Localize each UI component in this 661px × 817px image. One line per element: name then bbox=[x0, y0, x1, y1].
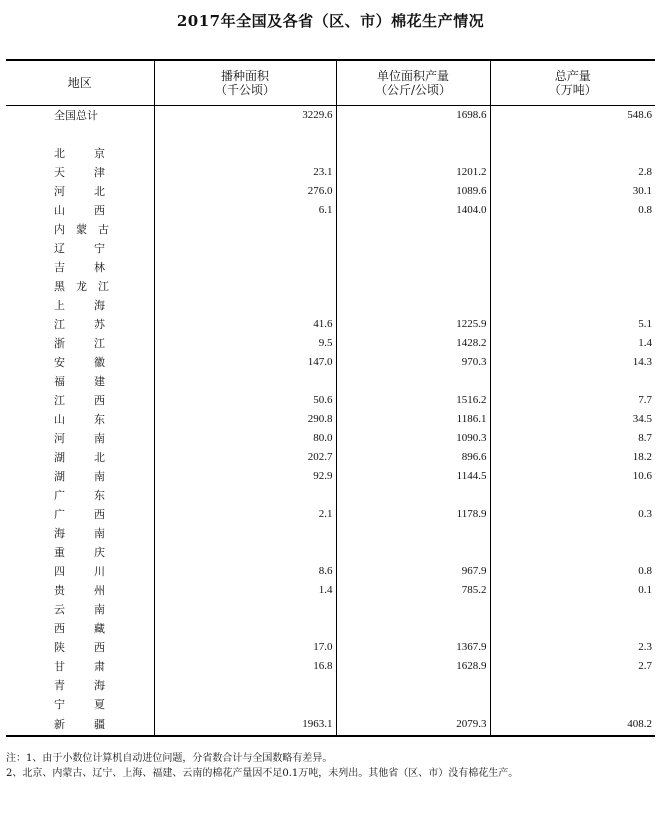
output-cell bbox=[490, 543, 655, 562]
region-name: 河南 bbox=[54, 431, 106, 445]
output-cell: 2.8 bbox=[490, 163, 655, 182]
yield-cell bbox=[336, 372, 490, 391]
region-cell bbox=[6, 581, 154, 600]
table-row bbox=[6, 220, 655, 239]
region-cell bbox=[6, 296, 154, 315]
sown-area-cell: 41.6 bbox=[154, 315, 336, 334]
region-cell bbox=[6, 144, 154, 163]
region-cell bbox=[6, 353, 154, 372]
yield-cell: 1201.2 bbox=[336, 163, 490, 182]
region-name: 福建 bbox=[54, 374, 106, 388]
output-cell bbox=[490, 296, 655, 315]
region-cell bbox=[6, 391, 154, 410]
sown-area-cell: 3229.6 bbox=[154, 105, 336, 125]
output-cell bbox=[490, 524, 655, 543]
region-name: 新疆 bbox=[54, 717, 106, 731]
table-row bbox=[6, 277, 655, 296]
region-name: 天津 bbox=[54, 165, 106, 179]
region-name: 浙江 bbox=[54, 336, 106, 350]
region-name: 陕西 bbox=[54, 640, 106, 654]
output-cell: 408.2 bbox=[490, 714, 655, 736]
output-cell: 0.1 bbox=[490, 581, 655, 600]
sown-area-cell: 17.0 bbox=[154, 638, 336, 657]
region-name: 内蒙古 bbox=[54, 222, 110, 236]
region-cell bbox=[6, 277, 154, 296]
region-cell bbox=[6, 372, 154, 391]
region-name: 西藏 bbox=[54, 621, 106, 635]
footnote-2: 2、北京、内蒙古、辽宁、上海、福建、云南的棉花产量因不足0.1万吨，未列出。其他省（区、市）没有棉花生产。 bbox=[6, 768, 519, 779]
region-cell bbox=[6, 619, 154, 638]
table-row bbox=[6, 125, 655, 144]
table-row bbox=[6, 105, 655, 125]
yield-cell: 1144.5 bbox=[336, 467, 490, 486]
region-cell bbox=[6, 657, 154, 676]
table-row bbox=[6, 315, 655, 334]
yield-cell: 785.2 bbox=[336, 581, 490, 600]
sown-area-cell: 80.0 bbox=[154, 429, 336, 448]
region-name: 山东 bbox=[54, 412, 106, 426]
yield-cell bbox=[336, 486, 490, 505]
output-cell: 8.7 bbox=[490, 429, 655, 448]
region-name: 上海 bbox=[54, 298, 106, 312]
table-row bbox=[6, 638, 655, 657]
yield-cell bbox=[336, 600, 490, 619]
header-total-output bbox=[490, 60, 655, 105]
sown-area-cell bbox=[154, 296, 336, 315]
yield-cell: 1404.0 bbox=[336, 201, 490, 220]
region-cell bbox=[6, 163, 154, 182]
table-row bbox=[6, 239, 655, 258]
yield-cell bbox=[336, 277, 490, 296]
table-row bbox=[6, 657, 655, 676]
region-cell bbox=[6, 695, 154, 714]
table-row bbox=[6, 505, 655, 524]
output-cell bbox=[490, 239, 655, 258]
yield-cell bbox=[336, 220, 490, 239]
region-name: 四川 bbox=[54, 564, 106, 578]
region-name: 宁夏 bbox=[54, 697, 106, 711]
region-name: 湖北 bbox=[54, 450, 106, 464]
header-sown-area-unit: （千公顷） bbox=[214, 82, 275, 97]
yield-cell: 1089.6 bbox=[336, 182, 490, 201]
region-cell bbox=[6, 543, 154, 562]
region-name: 山西 bbox=[54, 203, 106, 217]
sown-area-cell: 23.1 bbox=[154, 163, 336, 182]
region-name: 云南 bbox=[54, 602, 106, 616]
region-cell bbox=[6, 524, 154, 543]
output-cell: 34.5 bbox=[490, 410, 655, 429]
yield-cell bbox=[336, 144, 490, 163]
yield-cell bbox=[336, 676, 490, 695]
output-cell bbox=[490, 277, 655, 296]
output-cell bbox=[490, 372, 655, 391]
table-row bbox=[6, 714, 655, 736]
yield-cell: 967.9 bbox=[336, 562, 490, 581]
sown-area-cell: 16.8 bbox=[154, 657, 336, 676]
yield-cell bbox=[336, 296, 490, 315]
sown-area-cell: 2.1 bbox=[154, 505, 336, 524]
region-cell bbox=[6, 334, 154, 353]
yield-cell: 970.3 bbox=[336, 353, 490, 372]
sown-area-cell: 92.9 bbox=[154, 467, 336, 486]
footnote-1: 注：1、由于小数位计算机自动进位问题，分省数合计与全国数略有差异。 bbox=[6, 753, 333, 764]
region-name: 安徽 bbox=[54, 355, 106, 369]
yield-cell bbox=[336, 695, 490, 714]
table-row bbox=[6, 676, 655, 695]
sown-area-cell bbox=[154, 220, 336, 239]
region-cell bbox=[6, 201, 154, 220]
sown-area-cell: 202.7 bbox=[154, 448, 336, 467]
header-sown-area bbox=[154, 60, 336, 105]
sown-area-cell bbox=[154, 277, 336, 296]
yield-cell: 896.6 bbox=[336, 448, 490, 467]
region-cell bbox=[6, 714, 154, 736]
output-cell: 1.4 bbox=[490, 334, 655, 353]
sown-area-cell bbox=[154, 543, 336, 562]
region-name: 辽宁 bbox=[54, 241, 106, 255]
output-cell bbox=[490, 486, 655, 505]
footnotes bbox=[6, 751, 661, 781]
output-cell: 548.6 bbox=[490, 105, 655, 125]
region-cell bbox=[6, 410, 154, 429]
sown-area-cell: 290.8 bbox=[154, 410, 336, 429]
sown-area-cell bbox=[154, 144, 336, 163]
table-row bbox=[6, 429, 655, 448]
yield-cell: 1516.2 bbox=[336, 391, 490, 410]
output-cell bbox=[490, 220, 655, 239]
output-cell: 14.3 bbox=[490, 353, 655, 372]
table-row bbox=[6, 163, 655, 182]
output-cell bbox=[490, 619, 655, 638]
table-body bbox=[6, 105, 655, 736]
sown-area-cell: 6.1 bbox=[154, 201, 336, 220]
sown-area-cell bbox=[154, 600, 336, 619]
region-name: 湖南 bbox=[54, 469, 106, 483]
header-yield-per-area bbox=[336, 60, 490, 105]
yield-cell bbox=[336, 543, 490, 562]
region-cell bbox=[6, 239, 154, 258]
yield-cell: 1178.9 bbox=[336, 505, 490, 524]
yield-cell: 1186.1 bbox=[336, 410, 490, 429]
yield-cell: 1428.2 bbox=[336, 334, 490, 353]
yield-cell: 1225.9 bbox=[336, 315, 490, 334]
table-row bbox=[6, 448, 655, 467]
header-output-unit: （万吨） bbox=[548, 82, 597, 97]
yield-cell bbox=[336, 125, 490, 144]
table-row bbox=[6, 410, 655, 429]
output-cell: 30.1 bbox=[490, 182, 655, 201]
table-row bbox=[6, 600, 655, 619]
output-cell bbox=[490, 258, 655, 277]
output-cell bbox=[490, 695, 655, 714]
sown-area-cell bbox=[154, 258, 336, 277]
output-cell: 2.7 bbox=[490, 657, 655, 676]
output-cell: 2.3 bbox=[490, 638, 655, 657]
region-name: 江西 bbox=[54, 393, 106, 407]
table-row bbox=[6, 543, 655, 562]
region-name: 海南 bbox=[54, 526, 106, 540]
table-row bbox=[6, 334, 655, 353]
region-cell bbox=[6, 486, 154, 505]
sown-area-cell bbox=[154, 695, 336, 714]
table-row bbox=[6, 296, 655, 315]
yield-cell bbox=[336, 524, 490, 543]
yield-cell: 1698.6 bbox=[336, 105, 490, 125]
sown-area-cell: 9.5 bbox=[154, 334, 336, 353]
output-cell: 0.8 bbox=[490, 562, 655, 581]
region-cell bbox=[6, 467, 154, 486]
header-output-label: 总产量 bbox=[554, 68, 591, 83]
yield-cell: 1090.3 bbox=[336, 429, 490, 448]
sown-area-cell: 8.6 bbox=[154, 562, 336, 581]
header-region bbox=[6, 60, 154, 105]
region-name: 黑龙江 bbox=[54, 279, 110, 293]
region-cell bbox=[6, 562, 154, 581]
table-row bbox=[6, 391, 655, 410]
region-name: 吉林 bbox=[54, 260, 106, 274]
page-title: 2017年全国及各省（区、市）棉花生产情况 bbox=[176, 12, 485, 30]
sown-area-cell bbox=[154, 486, 336, 505]
region-name: 甘肃 bbox=[54, 659, 106, 673]
region-cell bbox=[6, 676, 154, 695]
table-row bbox=[6, 695, 655, 714]
region-cell bbox=[6, 220, 154, 239]
header-sown-area-label: 播种面积 bbox=[220, 68, 269, 83]
yield-cell: 1367.9 bbox=[336, 638, 490, 657]
yield-cell: 2079.3 bbox=[336, 714, 490, 736]
output-cell bbox=[490, 144, 655, 163]
output-cell: 5.1 bbox=[490, 315, 655, 334]
sown-area-cell: 147.0 bbox=[154, 353, 336, 372]
output-cell: 0.3 bbox=[490, 505, 655, 524]
table-row bbox=[6, 258, 655, 277]
table-row bbox=[6, 486, 655, 505]
sown-area-cell: 1.4 bbox=[154, 581, 336, 600]
sown-area-cell: 276.0 bbox=[154, 182, 336, 201]
output-cell: 18.2 bbox=[490, 448, 655, 467]
table-row bbox=[6, 144, 655, 163]
table-row bbox=[6, 524, 655, 543]
region-cell bbox=[6, 429, 154, 448]
region-name: 重庆 bbox=[54, 545, 106, 559]
header-region-label: 地区 bbox=[67, 75, 92, 90]
header-yield-unit: （公斤/公顷） bbox=[374, 82, 452, 97]
region-cell bbox=[6, 600, 154, 619]
table-row bbox=[6, 353, 655, 372]
region-cell bbox=[6, 182, 154, 201]
header-row bbox=[6, 60, 655, 105]
table-row bbox=[6, 201, 655, 220]
yield-cell bbox=[336, 258, 490, 277]
table-row bbox=[6, 562, 655, 581]
yield-cell bbox=[336, 239, 490, 258]
region-name: 江苏 bbox=[54, 317, 106, 331]
table-row bbox=[6, 619, 655, 638]
sown-area-cell: 50.6 bbox=[154, 391, 336, 410]
region-cell bbox=[6, 505, 154, 524]
table-row bbox=[6, 467, 655, 486]
region-name: 河北 bbox=[54, 184, 106, 198]
region-cell bbox=[6, 448, 154, 467]
sown-area-cell bbox=[154, 676, 336, 695]
region-cell bbox=[6, 638, 154, 657]
region-name: 北京 bbox=[54, 146, 106, 160]
yield-cell bbox=[336, 619, 490, 638]
region-cell bbox=[6, 258, 154, 277]
region-name: 青海 bbox=[54, 678, 106, 692]
sown-area-cell bbox=[154, 524, 336, 543]
region-name: 全国总计 bbox=[54, 108, 98, 122]
yield-cell: 1628.9 bbox=[336, 657, 490, 676]
table-row bbox=[6, 182, 655, 201]
table-row bbox=[6, 581, 655, 600]
region-name: 贵州 bbox=[54, 583, 106, 597]
region-cell bbox=[6, 105, 154, 125]
region-cell bbox=[6, 315, 154, 334]
sown-area-cell bbox=[154, 619, 336, 638]
region-name: 广西 bbox=[54, 507, 106, 521]
table-header bbox=[6, 60, 655, 105]
region-name: 广东 bbox=[54, 488, 106, 502]
sown-area-cell bbox=[154, 239, 336, 258]
cotton-production-table bbox=[6, 59, 655, 737]
output-cell: 10.6 bbox=[490, 467, 655, 486]
table-row bbox=[6, 372, 655, 391]
sown-area-cell bbox=[154, 372, 336, 391]
sown-area-cell: 1963.1 bbox=[154, 714, 336, 736]
header-yield-label: 单位面积产量 bbox=[376, 68, 449, 83]
sown-area-cell bbox=[154, 125, 336, 144]
output-cell bbox=[490, 600, 655, 619]
output-cell bbox=[490, 125, 655, 144]
output-cell: 0.8 bbox=[490, 201, 655, 220]
output-cell bbox=[490, 676, 655, 695]
output-cell: 7.7 bbox=[490, 391, 655, 410]
region-cell bbox=[6, 125, 154, 144]
